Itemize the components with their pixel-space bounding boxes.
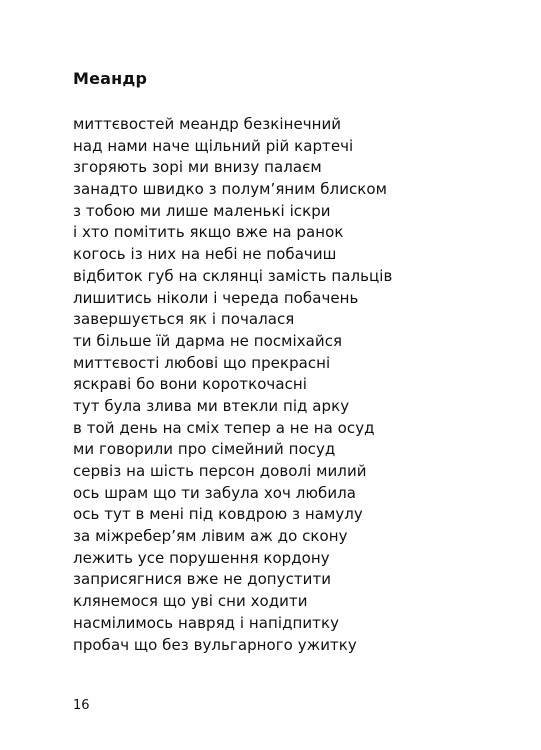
poem-line: в той день на сміх тепер а не на осуд: [73, 418, 375, 437]
poem-line: за міжребер’ям лівим аж до скону: [73, 527, 348, 546]
poem-line: відбиток губ на склянці замість пальців: [73, 266, 393, 285]
poem-line: насмілимось навряд і напідпитку: [73, 613, 339, 632]
poem-line: миттєвостей меандр безкінечний: [73, 115, 342, 133]
poem-line: з тобою ми лише маленькі іскри: [73, 201, 331, 220]
poem-line: лишитись ніколи і череда побачень: [73, 288, 359, 307]
poem-line: клянемося що уві сни ходити: [73, 592, 308, 611]
poem-line: занадто швидко з полум’яним блиском: [73, 180, 387, 199]
poem-line: завершується як і почалася: [73, 310, 295, 329]
poem-line: згоряють зорі ми внизу палаєм: [73, 158, 322, 177]
poem-line: пробач що без вульгарного ужитку: [73, 635, 357, 654]
poem-title: Меандр: [73, 69, 148, 88]
poem-line: заприсягнися вже не допустити: [73, 570, 332, 589]
poem-line: миттєвості любові що прекрасні: [73, 353, 331, 372]
page-number: 16: [73, 698, 90, 713]
poem-line: яскраві бо вони короткочасні: [73, 375, 307, 394]
poem-line: лежить усе порушення кордону: [73, 548, 330, 567]
poem-line: сервіз на шість персон доволі милий: [73, 462, 367, 480]
poem-line: над нами наче щільний рій картечі: [73, 136, 354, 155]
poem-line: і хто помітить якщо вже на ранок: [73, 223, 344, 242]
poem-line: ти більше їй дарма не посміхайся: [73, 331, 343, 350]
poem-line: ось тут в мені під ковдрою з намулу: [73, 505, 363, 524]
poem-line: тут була злива ми втекли під арку: [73, 396, 350, 415]
poem-line: когось із них на небі не побачиш: [73, 245, 337, 264]
poem-line: ми говорили про сімейний посуд: [73, 440, 336, 459]
poem-line: ось шрам що ти забула хоч любила: [73, 483, 357, 502]
poem-body: [73, 114, 513, 656]
